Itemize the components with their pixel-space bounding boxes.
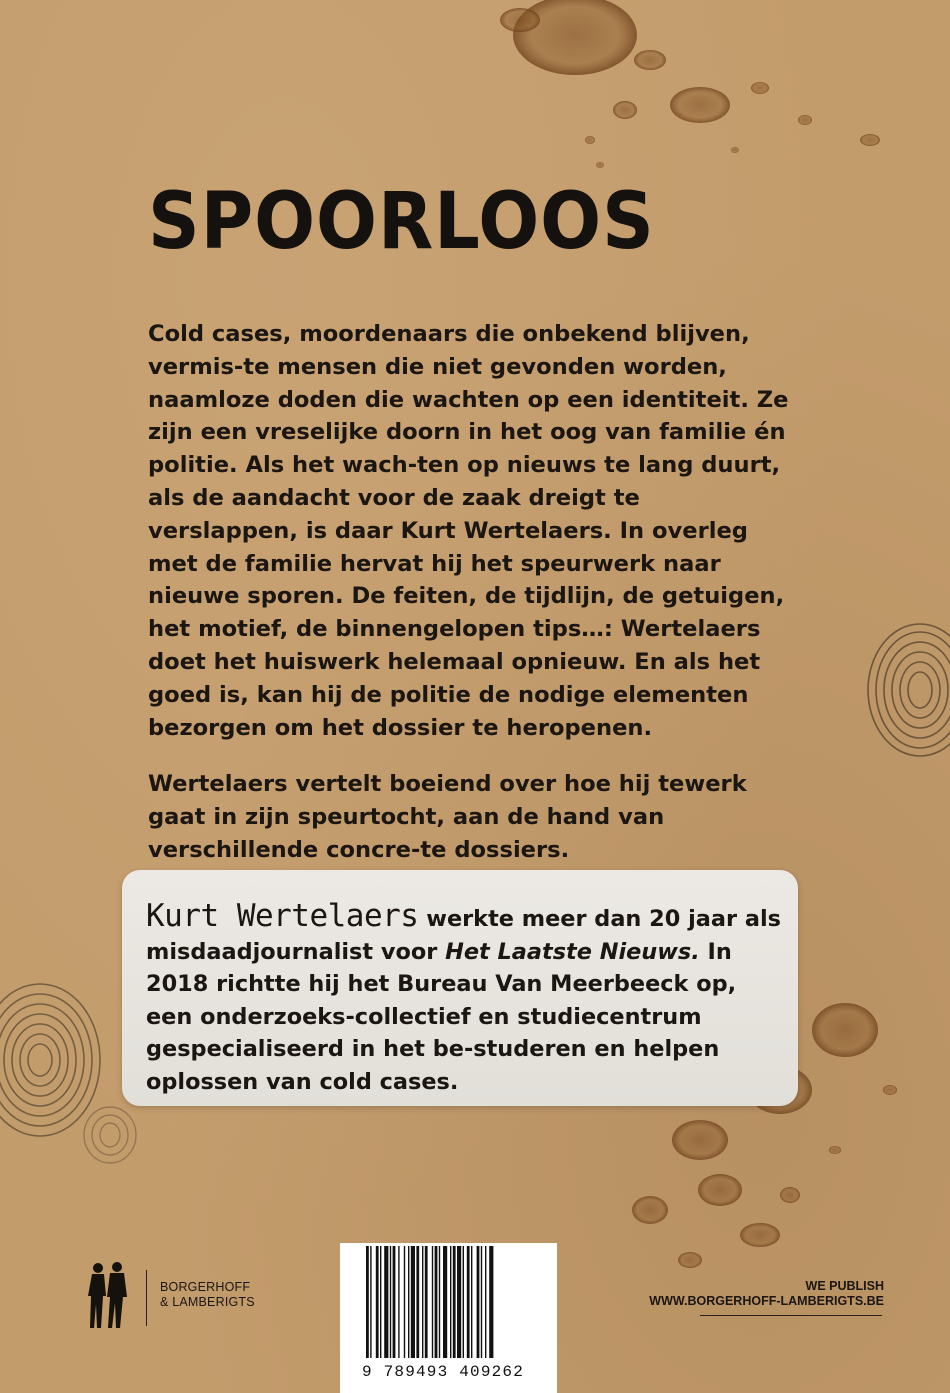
barcode-bar [425,1246,428,1358]
barcode-bar [457,1246,461,1358]
barcode-bar [467,1246,470,1358]
fingerprint-mid [84,1107,136,1163]
publisher-name [160,1280,255,1310]
barcode-bar [398,1246,399,1358]
barcode-bar [422,1246,423,1358]
publisher-divider [146,1270,147,1326]
barcode-bar [380,1246,381,1358]
barcode-bar [453,1246,456,1358]
barcode-bar [435,1246,438,1358]
barcode-bar [404,1246,405,1358]
author-bio-text-1: werkte meer dan 20 jaar als misdaadjournalist voor [146,906,781,965]
barcode-bar [471,1246,472,1358]
barcode-bar [376,1246,379,1358]
blurb-paragraph-1: Cold cases, moordenaars die onbekend blijven, vermis-te mensen die niet gevonden worden, naamloze doden die wachten op een identiteit. Ze zijn een vreselijke doorn in het oog van familie én politie. Als het wach-ten op nieuws te lang duurt, als de aandacht voor de zaak dreigt te verslappen, is daar Kurt Wertelaers. In overleg met de familie hervat hij het speurwerk naar nieuwe sporen. De feiten, de tijdlijn, de getuigen, het motief, de binnengelopen tips…: Wertelaers doet het huiswerk helemaal opnieuw. En als het goed is, kan hij de politie de nodige elementen bezorgen om het dossier te heropenen. [148,321,789,741]
fingerprint-left [0,984,100,1136]
barcode-bar [450,1246,451,1358]
author-bio [146,900,786,1099]
barcode-bar [463,1246,464,1358]
barcode-bar [411,1246,415,1358]
isbn-barcode [340,1243,557,1393]
barcode-bar [366,1246,369,1358]
website-underline [700,1315,882,1316]
barcode-bars [362,1246,552,1361]
barcode-bar [485,1246,486,1358]
barcode-bar [416,1246,419,1358]
blurb [148,318,793,891]
barcode-digits: 9 789493 409262 [362,1363,525,1381]
coffee-stain-top [500,0,880,168]
barcode-bar [393,1246,396,1358]
barcode-bar [384,1246,388,1358]
barcode-bar [408,1246,409,1358]
fingerprint-right [868,624,950,756]
barcode-bar [390,1246,391,1358]
barcode-bar [489,1246,493,1358]
barcode-bar [432,1246,433,1358]
barcode-bar [443,1246,447,1358]
publisher-website: WWW.BORGERHOFF-LAMBERIGTS.BE [649,1294,884,1308]
barcode-bar [439,1246,440,1358]
publisher-tagline: WE PUBLISH [805,1279,884,1293]
barcode-bar [477,1246,480,1358]
author-bio-publication: Het Laatste Nieuws. [445,938,700,965]
barcode-bar [370,1246,371,1358]
publisher-website-block [649,1279,884,1309]
author-bio-card [122,870,798,1106]
two-walking-figures-icon [86,1262,132,1330]
publisher-name-line2: & LAMBERIGTS [160,1295,255,1309]
publisher-name-line1: BORGERHOFF [160,1280,251,1294]
barcode-bar [481,1246,482,1358]
author-name: Kurt Wertelaers [146,898,419,934]
blurb-paragraph-2: Wertelaers vertelt boeiend over hoe hij tewerk gaat in zijn speurtocht, aan de hand van verschillende concre-te dossiers. [148,771,747,863]
book-title: SPOORLOOS [148,177,655,267]
author-bio-text-2: In 2018 richtte hij het Bureau Van Meerbeeck op, een onderzoeks-collectief en studiecentrum gespecialiseerd in het be-studeren en helpen oplossen van cold cases. [146,938,737,1095]
